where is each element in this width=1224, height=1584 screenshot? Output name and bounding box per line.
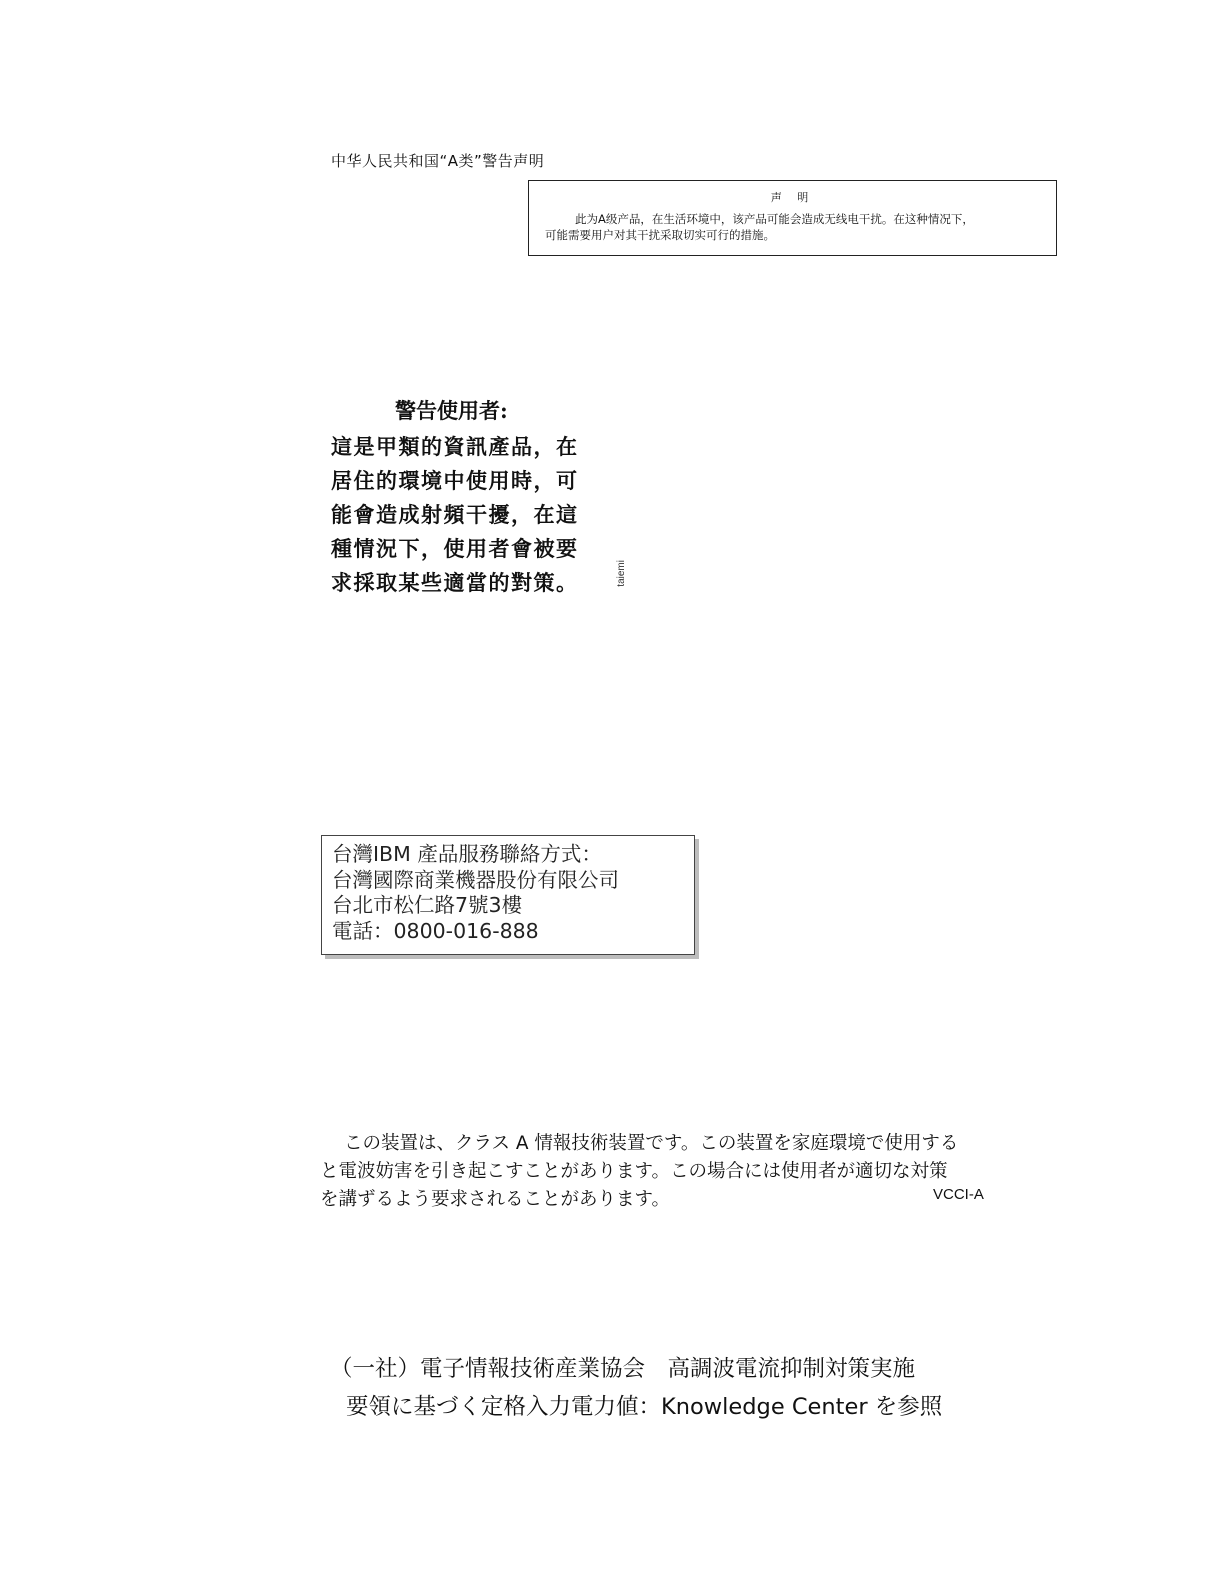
prc-statement-line: 可能需要用户对其干扰采取切实可行的措施。 bbox=[545, 228, 775, 242]
taiwan-warning-line: 種情況下，使用者會被要 bbox=[331, 536, 579, 561]
taiwan-warning-line: 這是甲類的資訊產品，在 bbox=[331, 434, 579, 459]
prc-statement-title: 声 明 bbox=[770, 191, 815, 204]
jeita-notice-line: 要領に基づく定格入力電力値：Knowledge Center を参照 bbox=[346, 1394, 943, 1420]
jeita-notice-line: （一社）電子情報技術産業協会 高調波電流抑制対策実施 bbox=[330, 1356, 916, 1382]
taiwan-contact-box bbox=[321, 835, 695, 955]
taiwan-contact-line: 台北市松仁路7號3樓 bbox=[332, 893, 523, 917]
taiwan-warning-line: 能會造成射頻干擾，在這 bbox=[331, 502, 579, 527]
vcci-class-code: VCCI-A bbox=[933, 1186, 984, 1203]
taiwan-warning-title: 警告使用者: bbox=[395, 398, 508, 423]
prc-class-a-heading: 中华人民共和国“A类”警告声明 bbox=[331, 152, 545, 170]
jeita-harmonics-notice bbox=[330, 1350, 942, 1426]
taiwan-contact-phone: 電話：0800-016-888 bbox=[332, 918, 539, 943]
taiwan-warning-code: taiemi bbox=[616, 560, 627, 587]
prc-statement-box bbox=[528, 180, 1057, 256]
taiwan-warning-line: 求採取某些適當的對策。 bbox=[331, 570, 579, 595]
vcci-notice-line: と電波妨害を引き起こすことがあります。この場合には使用者が適切な対策 bbox=[320, 1161, 948, 1182]
prc-statement-line: 此为A级产品，在生活环境中，该产品可能会造成无线电干扰。在这种情况下， bbox=[575, 212, 974, 226]
vcci-notice-line: この装置は、クラス A 情報技術装置です。この装置を家庭環境で使用する bbox=[344, 1133, 959, 1154]
vcci-notice-line: を講ずるよう要求されることがあります。 bbox=[320, 1189, 671, 1210]
taiwan-warning-line: 居住的環境中使用時，可 bbox=[331, 468, 579, 493]
taiwan-contact-line: 台灣國際商業機器股份有限公司 bbox=[332, 867, 619, 892]
taiwan-contact-line: 台灣IBM 產品服務聯絡方式： bbox=[332, 842, 602, 866]
prc-statement-body bbox=[545, 211, 1044, 243]
taiwan-warning-notice bbox=[331, 396, 579, 600]
